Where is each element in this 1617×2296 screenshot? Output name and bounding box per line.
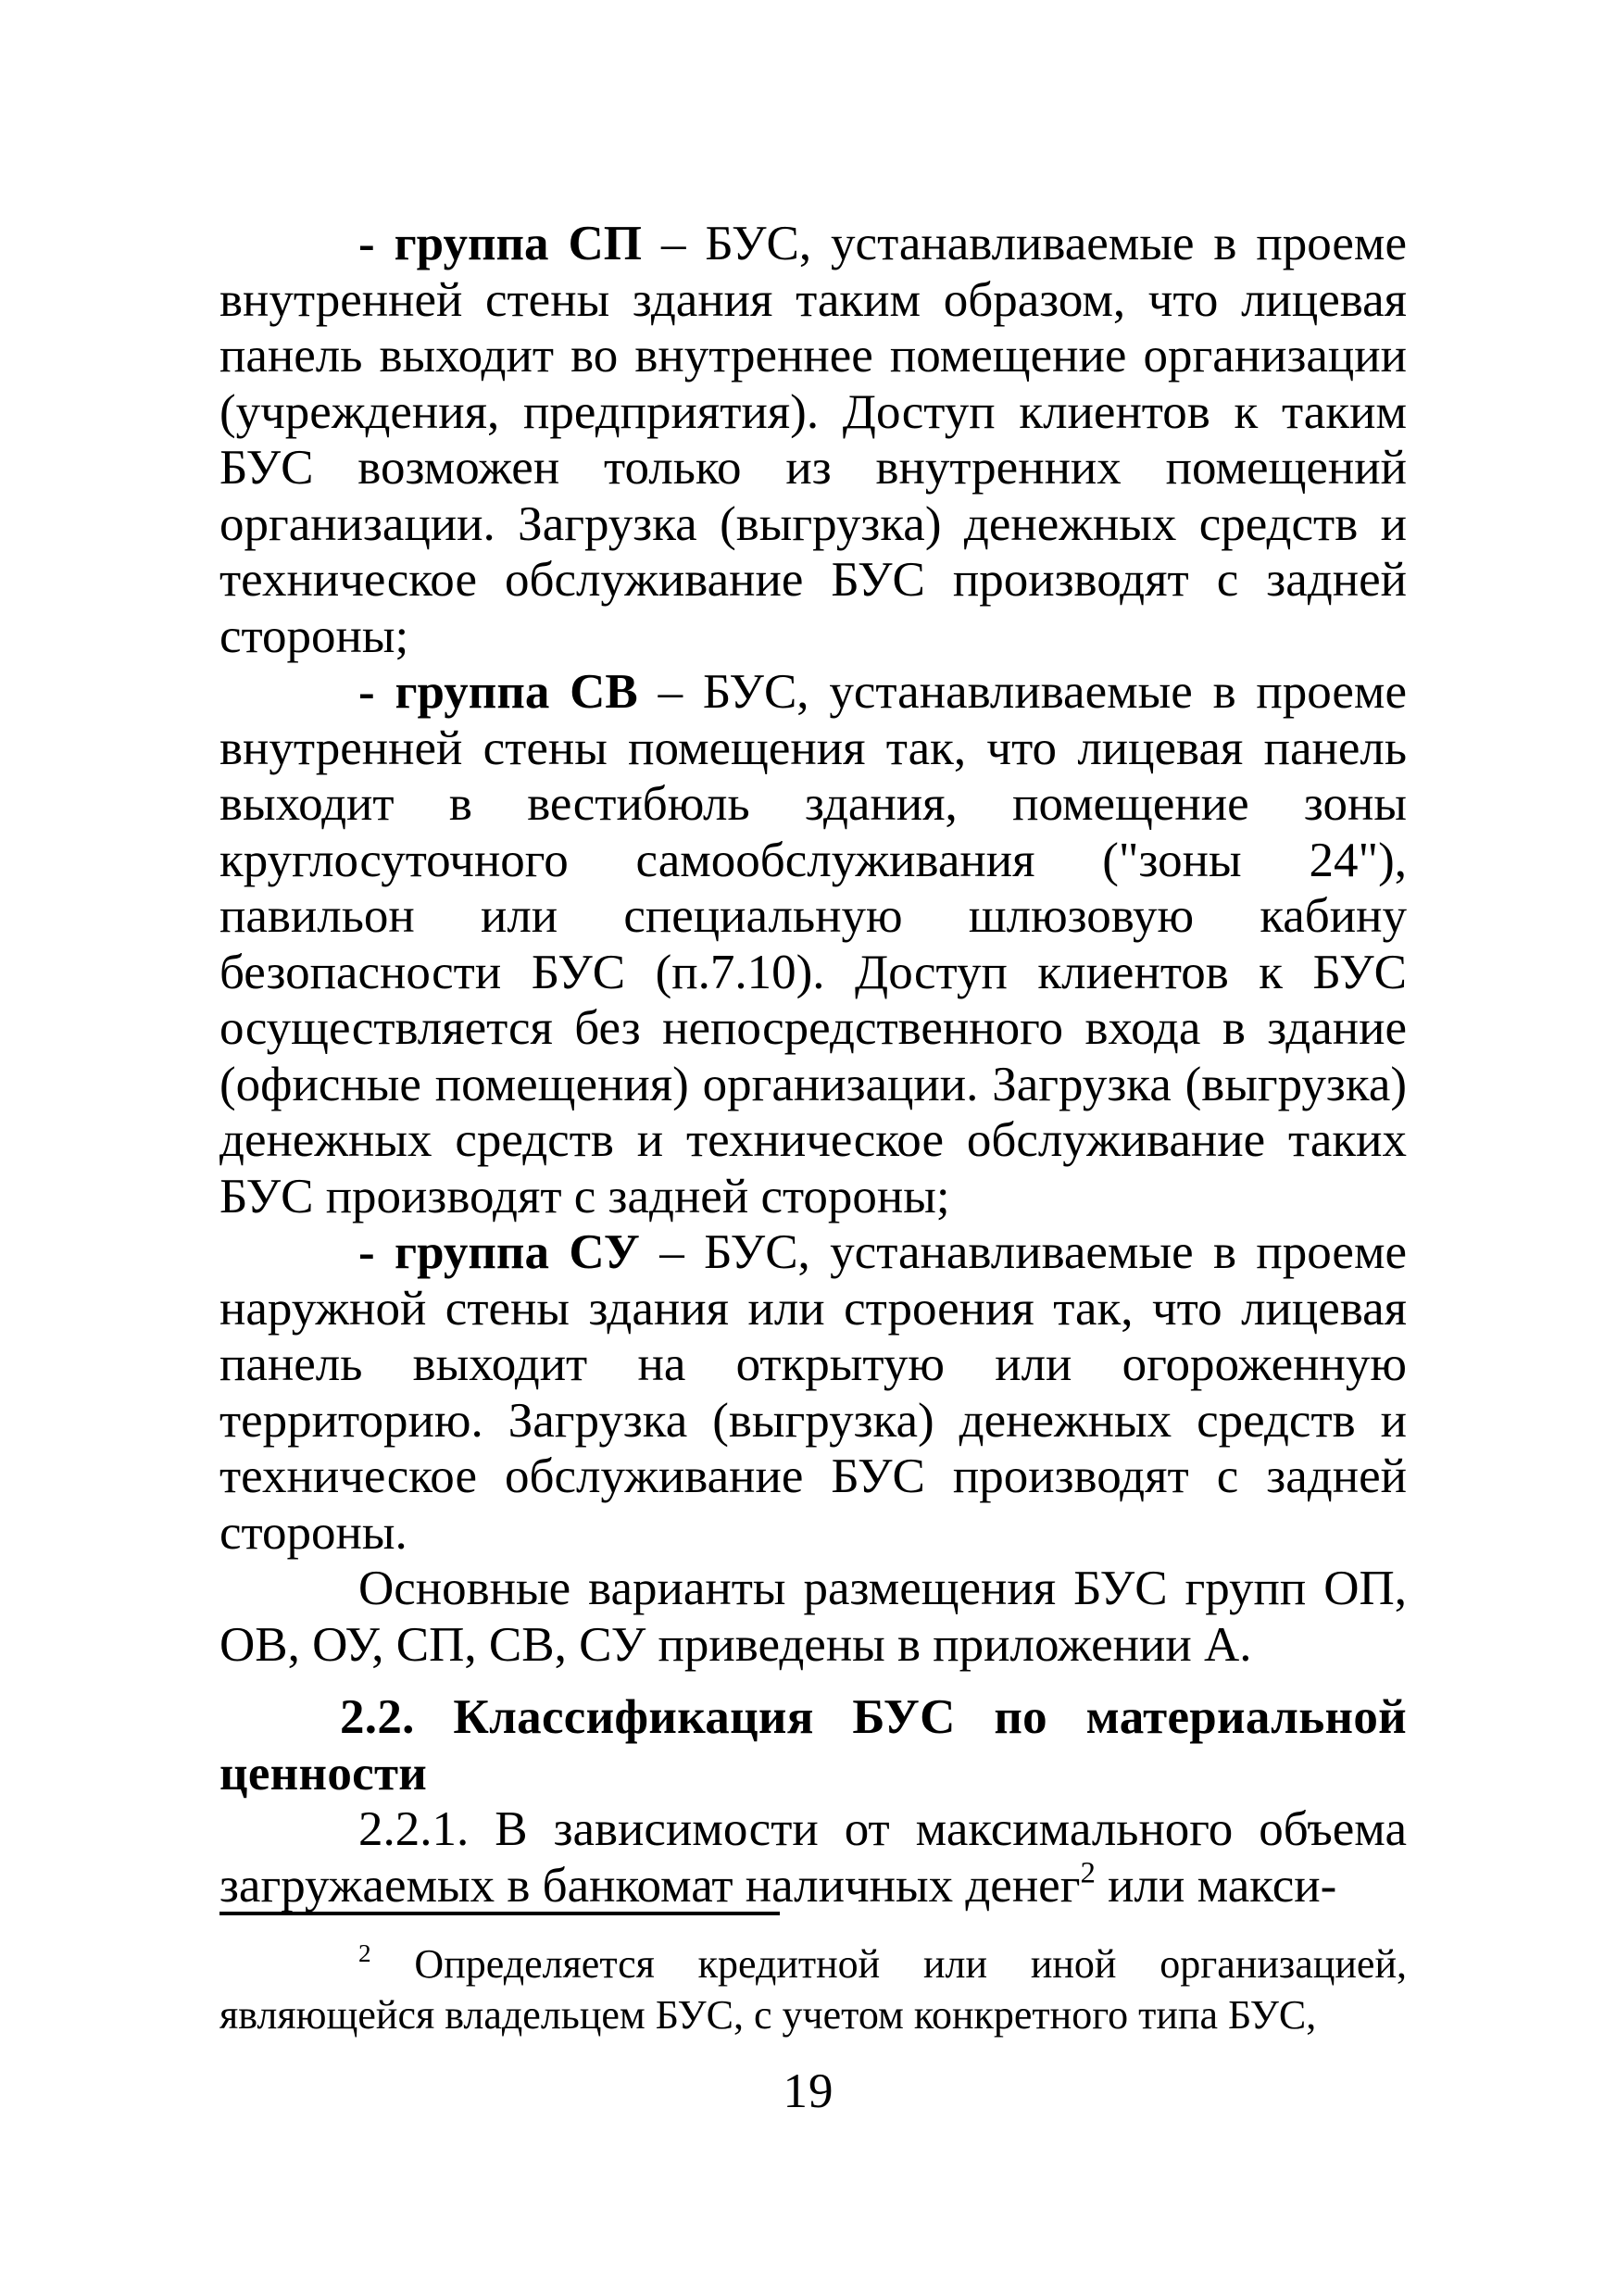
- section-heading: 2.2. Классификация БУС по материальной ценности: [219, 1690, 1407, 1800]
- group-sv-text: – БУС, устанавливаемые в проеме внутренней стены помещения так, что лицевая панель выходит в вестибюль здания, помещение зоны круглосуточного самообслуживания ("зоны 24"), павильон или специальную шлюзовую кабину безопасности БУС (п.7.10). Доступ клиентов к БУС осуществляется без непосредственного входа в здание (офисные помещения) организации. Загрузка (выгрузка) денежных средств и техническое обслуживание таких БУС производят с задней стороны;: [219, 665, 1407, 1223]
- footnote: [219, 1938, 1407, 2040]
- page-body: [219, 216, 1407, 1913]
- group-sp-marker: - группа СП: [358, 217, 642, 270]
- paragraph-main-variants: Основные варианты размещения БУС групп ОП, ОВ, ОУ, СП, СВ, СУ приведены в приложении А.: [219, 1562, 1407, 1672]
- footnote-text: Определяется кредитной или иной организацией, являющейся владельцем БУС, с учетом конкретного типа БУС,: [219, 1941, 1407, 2038]
- group-su-marker: - группа СУ: [358, 1225, 640, 1279]
- paragraph-2-2-1-text: 2.2.1. В зависимости от максимального объема загружаемых в банкомат наличных денег: [219, 1802, 1407, 1913]
- paragraph-2-2-1-tail: или макси-: [1095, 1858, 1337, 1913]
- paragraph-group-sv: [219, 664, 1407, 1224]
- paragraph-group-su: [219, 1224, 1407, 1561]
- paragraph-2-2-1: [219, 1801, 1407, 1913]
- group-sv-marker: - группа СВ: [358, 665, 638, 719]
- footnote-reference[interactable]: 2: [1080, 1856, 1096, 1890]
- footnote-separator: [219, 1912, 780, 1915]
- group-sp-text: – БУС, устанавливаемые в проеме внутренней стены здания таким образом, что лицевая панель выходит во внутреннее помещение организации (учреждения, предприятия). Доступ клиентов к таким БУС возможен только из внутренних помещений организации. Загрузка (выгрузка) денежных средств и техническое обслуживание БУС производят с задней стороны;: [219, 217, 1407, 663]
- paragraph-group-sp: [219, 216, 1407, 664]
- group-su-text: – БУС, устанавливаемые в проеме наружной стены здания или строения так, что лицевая панель выходит на открытую или огороженную территорию. Загрузка (выгрузка) денежных средств и техническое обслуживание БУС производят с задней стороны.: [219, 1225, 1408, 1560]
- footnote-number: 2: [358, 1939, 371, 1968]
- page-number: 19: [783, 2064, 834, 2118]
